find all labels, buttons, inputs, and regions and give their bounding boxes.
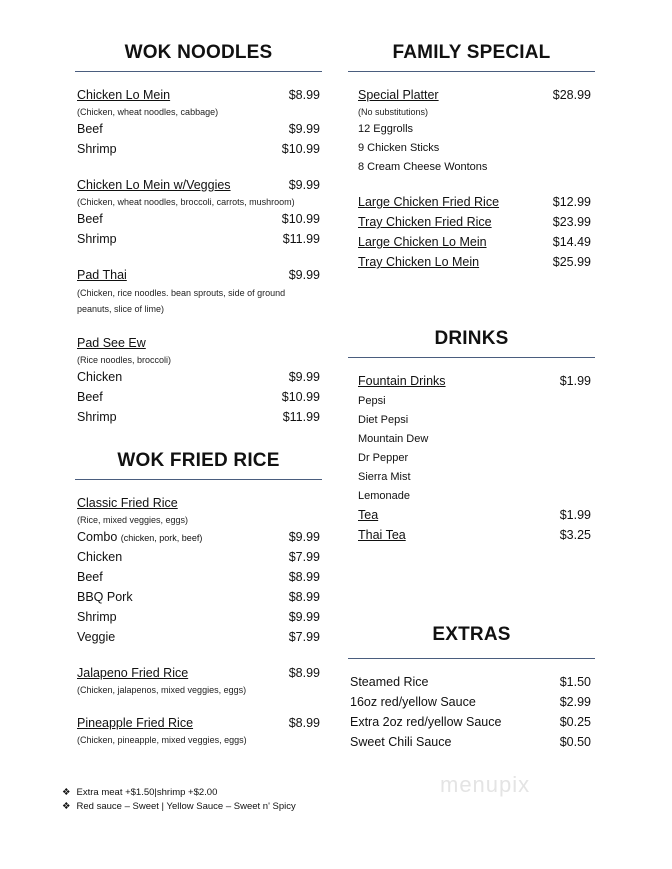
item-price: $8.99 <box>288 570 320 584</box>
item-label <box>77 107 218 117</box>
menu-item <box>77 493 320 513</box>
item-label <box>77 212 103 226</box>
item-label <box>358 88 439 102</box>
item-label <box>77 735 247 745</box>
menu-item <box>77 333 320 353</box>
menu-item <box>77 265 320 285</box>
menu-group <box>77 333 320 427</box>
menu-item <box>77 527 320 547</box>
item-price: $10.99 <box>281 212 320 226</box>
item-label <box>77 178 231 192</box>
item-price: $25.99 <box>552 255 591 269</box>
diamond-bullet-icon: ❖ <box>62 801 71 812</box>
item-price: $9.99 <box>288 178 320 192</box>
item-name: Chicken <box>77 550 123 564</box>
item-name: Veggie <box>77 630 116 644</box>
item-price: $23.99 <box>552 215 591 229</box>
item-name: Fountain Drinks <box>358 374 446 388</box>
menu-group <box>77 713 320 747</box>
menu-item <box>358 486 591 505</box>
item-label <box>77 530 202 544</box>
menu-list <box>75 85 322 427</box>
section-title: EXTRAS <box>432 624 511 645</box>
item-name: Tea <box>358 508 379 522</box>
menu-group <box>77 663 320 697</box>
section-title: WOK NOODLES <box>124 42 273 63</box>
item-label <box>358 123 413 135</box>
item-label <box>358 235 487 249</box>
item-name: Jalapeno Fried Rice <box>77 666 189 680</box>
menu-list <box>348 672 595 752</box>
menu-item <box>77 587 320 607</box>
item-name: Combo <box>77 530 118 544</box>
menu-item <box>77 175 320 195</box>
menu-item <box>358 448 591 467</box>
menu-group <box>358 85 591 176</box>
menu-item <box>77 407 320 427</box>
menu-item <box>358 138 591 157</box>
item-price: $0.50 <box>559 735 591 749</box>
menu-item <box>358 410 591 429</box>
item-price: $14.49 <box>552 235 591 249</box>
divider <box>348 71 595 72</box>
item-label <box>77 410 117 424</box>
item-description <box>77 733 320 747</box>
menu-group <box>77 175 320 249</box>
item-name: 8 Cream Cheese Wontons <box>358 160 488 173</box>
section-drinks <box>348 327 595 561</box>
item-price: $1.50 <box>559 675 591 689</box>
item-price: $11.99 <box>282 410 320 424</box>
item-price: $0.25 <box>559 715 591 729</box>
item-name: Lemonade <box>358 489 410 502</box>
item-name: Chicken Lo Mein w/Veggies <box>77 178 231 192</box>
footnote <box>62 786 296 800</box>
item-price: $8.99 <box>288 716 320 730</box>
item-name: Beef <box>77 390 103 404</box>
item-price: $9.99 <box>288 268 320 282</box>
menu-item <box>358 232 591 252</box>
item-name: Beef <box>77 122 103 136</box>
item-name: Pad Thai <box>77 268 127 282</box>
menu-item <box>358 252 591 272</box>
item-name: Shrimp <box>77 232 117 246</box>
menu-item <box>77 139 320 159</box>
item-description <box>77 513 320 527</box>
item-name: Pepsi <box>358 394 386 407</box>
menu-item <box>77 547 320 567</box>
diamond-bullet-icon: ❖ <box>62 787 71 798</box>
item-price: $1.99 <box>559 508 591 522</box>
item-price: $8.99 <box>288 590 320 604</box>
menu-item <box>358 467 591 486</box>
item-name: BBQ Pork <box>77 590 133 604</box>
item-label <box>77 355 171 365</box>
divider <box>75 71 322 72</box>
item-name: Large Chicken Fried Rice <box>358 195 500 209</box>
item-label <box>77 515 188 525</box>
menu-item <box>358 85 591 105</box>
item-price: $8.99 <box>288 88 320 102</box>
item-name: Thai Tea <box>358 528 406 542</box>
item-price: $9.99 <box>288 530 320 544</box>
section-title: FAMILY SPECIAL <box>392 42 551 63</box>
item-name: Sweet Chili Sauce <box>350 735 452 749</box>
item-name: Shrimp <box>77 610 117 624</box>
item-price: $12.99 <box>552 195 591 209</box>
footnote-text: Red sauce – Sweet | Yellow Sauce – Sweet n' Spicy <box>76 801 296 812</box>
menu-item <box>358 525 591 545</box>
item-label <box>358 471 411 483</box>
item-name: Chicken <box>77 370 123 384</box>
item-label <box>77 630 115 644</box>
section-title: DRINKS <box>434 328 509 349</box>
item-name: 12 Eggrolls <box>358 122 414 135</box>
menu-item <box>358 391 591 410</box>
item-price: $11.99 <box>282 232 320 246</box>
menu-list <box>348 85 595 272</box>
item-label <box>350 715 501 729</box>
menu-item <box>77 367 320 387</box>
item-price: $2.99 <box>559 695 591 709</box>
section-wok-fried-rice <box>75 449 322 763</box>
menu-item <box>77 627 320 647</box>
item-name: Tray Chicken Lo Mein <box>358 255 480 269</box>
menu-item <box>358 429 591 448</box>
menu-list <box>75 493 322 747</box>
menu-group <box>77 265 320 317</box>
item-label <box>358 161 487 173</box>
item-price: $28.99 <box>552 88 591 102</box>
item-label <box>77 666 188 680</box>
item-label <box>358 142 439 154</box>
menu-item <box>77 607 320 627</box>
item-price: $3.25 <box>559 528 591 542</box>
item-price: $7.99 <box>288 630 320 644</box>
menu-item <box>350 672 591 692</box>
description-text: (Chicken, jalapenos, mixed veggies, eggs) <box>77 685 247 695</box>
item-price: $10.99 <box>281 390 320 404</box>
section-title: WOK FRIED RICE <box>117 450 280 471</box>
description-text: (Chicken, pineapple, mixed veggies, eggs) <box>77 735 247 745</box>
description-text: (Rice noodles, broccoli) <box>77 355 172 365</box>
menu-item <box>77 85 320 105</box>
item-name: Steamed Rice <box>350 675 429 689</box>
item-name: Dr Pepper <box>358 451 409 464</box>
menu-item <box>77 567 320 587</box>
item-label <box>77 336 146 350</box>
item-price: $9.99 <box>288 610 320 624</box>
item-name: Sierra Mist <box>358 470 411 483</box>
menu-item <box>77 663 320 683</box>
item-label <box>77 232 117 246</box>
item-name: Large Chicken Lo Mein <box>358 235 487 249</box>
menu-group <box>77 493 320 647</box>
item-label <box>350 695 476 709</box>
item-name: 16oz red/yellow Sauce <box>350 695 476 709</box>
item-label <box>77 88 170 102</box>
item-price: $9.99 <box>288 370 320 384</box>
description-text: (Chicken, rice noodles. bean sprouts, side of ground peanuts, slice of lime) <box>77 288 286 314</box>
menu-group <box>358 192 591 272</box>
menu-item <box>358 192 591 212</box>
item-label <box>77 370 122 384</box>
item-name: Pad See Ew <box>77 336 146 350</box>
item-price: $7.99 <box>288 550 320 564</box>
item-description <box>77 285 320 317</box>
item-name: Shrimp <box>77 410 117 424</box>
item-label <box>350 675 429 689</box>
item-label <box>77 390 103 404</box>
menu-item <box>77 713 320 733</box>
item-name: Extra 2oz red/yellow Sauce <box>350 715 502 729</box>
menu-item <box>77 387 320 407</box>
menu-item <box>358 157 591 176</box>
item-label <box>358 452 408 464</box>
item-subtext: (chicken, pork, beef) <box>120 533 203 543</box>
item-label <box>77 496 178 510</box>
menu-group <box>358 371 591 545</box>
item-label <box>77 268 127 282</box>
item-label <box>358 374 446 388</box>
item-label <box>350 735 451 749</box>
item-label <box>358 215 492 229</box>
item-description <box>77 195 320 209</box>
item-name: Beef <box>77 570 103 584</box>
menu-item <box>77 229 320 249</box>
footnotes <box>62 786 296 814</box>
item-price: $8.99 <box>288 666 320 680</box>
item-name: Classic Fried Rice <box>77 496 178 510</box>
watermark-logo: menupix <box>440 772 531 797</box>
item-name: Mountain Dew <box>358 432 429 445</box>
item-label <box>77 590 133 604</box>
menu-item <box>350 692 591 712</box>
item-label <box>77 197 295 207</box>
item-name: Special Platter <box>358 88 439 102</box>
item-label <box>77 685 246 695</box>
description-text: (Chicken, wheat noodles, cabbage) <box>77 107 219 117</box>
item-price: $9.99 <box>288 122 320 136</box>
menu-group <box>77 85 320 159</box>
item-name: 9 Chicken Sticks <box>358 141 440 154</box>
menu-item <box>358 212 591 232</box>
item-label <box>77 570 103 584</box>
divider <box>75 479 322 480</box>
item-label <box>77 716 193 730</box>
item-label <box>358 508 378 522</box>
item-description <box>77 105 320 119</box>
item-label <box>358 255 479 269</box>
description-text: (No substitutions) <box>358 107 429 117</box>
item-label <box>358 433 428 445</box>
item-label <box>77 610 117 624</box>
item-description <box>77 683 320 697</box>
item-name: Chicken Lo Mein <box>77 88 171 102</box>
menu-list <box>348 371 595 545</box>
menu-item <box>77 209 320 229</box>
item-label <box>358 195 499 209</box>
item-label <box>358 107 428 117</box>
description-text: (Chicken, wheat noodles, broccoli, carrots, mushroom) <box>77 197 295 207</box>
item-label <box>358 414 408 426</box>
section-wok-noodles <box>75 41 322 443</box>
item-description <box>77 353 320 367</box>
item-name: Tray Chicken Fried Rice <box>358 215 492 229</box>
menu-item <box>350 712 591 732</box>
description-text: (Rice, mixed veggies, eggs) <box>77 515 189 525</box>
item-name: Beef <box>77 212 103 226</box>
footnote-text: Extra meat +$1.50|shrimp +$2.00 <box>76 787 218 798</box>
item-label <box>358 528 406 542</box>
item-label <box>77 122 103 136</box>
item-price: $1.99 <box>559 374 591 388</box>
menu-item <box>358 505 591 525</box>
item-label <box>77 550 122 564</box>
menu-item <box>77 119 320 139</box>
section-extras <box>348 623 595 768</box>
item-label <box>77 285 320 317</box>
menu-group <box>350 672 591 752</box>
item-name: Diet Pepsi <box>358 413 409 426</box>
item-price: $10.99 <box>281 142 320 156</box>
item-name: Shrimp <box>77 142 117 156</box>
item-label <box>358 490 410 502</box>
menu-item <box>358 119 591 138</box>
item-description <box>358 105 591 119</box>
divider <box>348 658 595 659</box>
item-name: Pineapple Fried Rice <box>77 716 194 730</box>
divider <box>348 357 595 358</box>
footnote <box>62 800 296 814</box>
item-label <box>358 395 386 407</box>
item-label <box>77 142 117 156</box>
menu-item <box>358 371 591 391</box>
menu-item <box>350 732 591 752</box>
section-family-special <box>348 41 595 288</box>
